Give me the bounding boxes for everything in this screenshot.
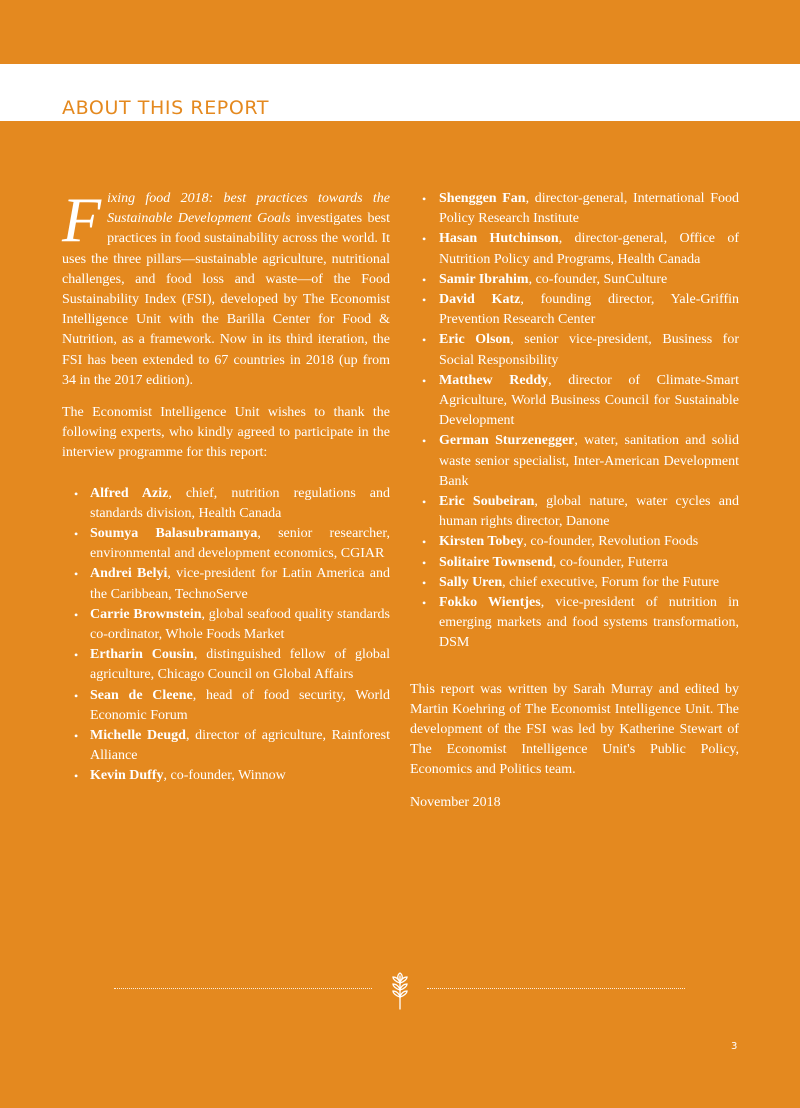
expert-name: Carrie Brownstein	[90, 606, 202, 622]
list-item	[410, 492, 739, 532]
expert-role: , director of Climate-Smart Agriculture, World Business Council for Sustainable Development	[439, 372, 740, 429]
list-item	[410, 532, 739, 552]
page-number: 3	[731, 1041, 738, 1052]
expert-list-left	[62, 484, 390, 787]
intro-body: investigates best practices in food sustainability across the world. It uses the three pillars—sustainable agriculture, nutritional challenges, and food loss and waste—of the Food Sustainability Index (FSI), developed by The Economist Intelligence Unit with the Barilla Center for Food & Nutrition, as a framework. Now in its third iteration, the FSI has been extended to 67 countries in 2018 (up from 34 in the 2017 edition).	[62, 211, 390, 388]
expert-name: Sean de Cleene	[90, 687, 193, 703]
list-item	[62, 484, 390, 524]
left-column	[62, 184, 391, 787]
expert-name: Solitaire Townsend	[439, 554, 553, 570]
footer-divider-right	[427, 988, 685, 989]
list-item	[410, 431, 739, 492]
list-item	[410, 330, 739, 370]
wheat-icon	[389, 970, 411, 1010]
drop-cap: F	[62, 184, 102, 255]
expert-role: , founding director, Yale-Griffin Prevention Research Center	[439, 292, 739, 328]
expert-role: , distinguished fellow of global agriculture, Chicago Council on Global Affairs	[90, 647, 390, 683]
expert-role: , director-general, International Food Policy Research Institute	[439, 191, 739, 227]
expert-name: Kevin Duffy	[90, 768, 164, 784]
right-column	[410, 189, 739, 825]
expert-name: Ertharin Cousin	[90, 647, 194, 663]
report-date: November 2018	[410, 794, 501, 810]
expert-role: , global nature, water cycles and human rights director, Danone	[439, 494, 739, 530]
expert-role: , vice-president for Latin America and the Caribbean, TechnoServe	[90, 566, 391, 602]
expert-name: German Sturzenegger	[439, 433, 575, 449]
page-title: ABOUT THIS REPORT	[62, 96, 270, 119]
list-item	[62, 524, 390, 564]
list-item	[410, 270, 739, 290]
expert-name: Matthew Reddy	[439, 372, 549, 388]
expert-list-right	[410, 189, 739, 654]
expert-role: , global seafood quality standards co-ordinator, Whole Foods Market	[90, 606, 390, 643]
expert-name: Soumya Balasubramanya	[90, 526, 258, 542]
footer-divider-left	[114, 988, 372, 989]
expert-role: , co-founder, Futerra	[552, 554, 669, 570]
expert-role: , chief executive, Forum for the Future	[502, 574, 720, 590]
list-item	[410, 290, 739, 330]
list-item	[62, 605, 390, 645]
thanks-paragraph: The Economist Intelligence Unit wishes to thank the following experts, who kindly agreed to participate in the interview programme for this report:	[62, 405, 390, 461]
expert-role: , head of food security, World Economic Forum	[90, 687, 390, 723]
expert-name: Samir Ibrahim	[439, 271, 529, 287]
intro-paragraph	[62, 184, 390, 391]
list-item	[410, 189, 739, 229]
expert-name: Sally Uren	[439, 574, 503, 590]
list-item	[62, 686, 390, 726]
report-title-italic: ixing food 2018: best practices towards the Sustainable Development Goals	[107, 191, 390, 227]
credits-paragraph: This report was written by Sarah Murray and edited by Martin Koehring of The Economist Intelligence Unit. The development of the FSI was led by Katherine Stewart of The Economist Intelligence Unit's Public Policy, Economics and Politics team.	[410, 681, 739, 778]
list-item	[410, 573, 739, 593]
expert-name: Kirsten Tobey	[439, 534, 524, 550]
expert-role: , senior vice-president, Business for Social Responsibility	[439, 332, 740, 368]
expert-name: Hasan Hutchinson	[439, 231, 559, 247]
expert-name: David Katz	[439, 292, 521, 308]
expert-role: , co-founder, Winnow	[163, 768, 286, 784]
expert-name: Andrei Belyi	[90, 566, 168, 582]
list-item	[62, 726, 390, 766]
expert-role: , water, sanitation and solid waste senior specialist, Inter-American Development Bank	[439, 433, 739, 489]
expert-role: , director of agriculture, Rainforest Alliance	[90, 728, 390, 764]
list-item	[410, 593, 739, 654]
expert-name: Alfred Aziz	[90, 485, 169, 501]
list-item	[62, 645, 390, 685]
expert-name: Shenggen Fan	[439, 191, 526, 206]
expert-role: , vice-president of nutrition in emerging markets and food systems transformation, DSM	[439, 595, 739, 651]
expert-name: Fokko Wientjes	[439, 595, 541, 611]
expert-name: Michelle Deugd	[90, 728, 186, 744]
expert-name: Eric Olson	[439, 332, 511, 348]
expert-name: Eric Soubeiran	[439, 494, 535, 510]
list-item	[62, 766, 390, 786]
list-item	[62, 564, 390, 604]
list-item	[410, 229, 739, 269]
expert-role: , senior researcher, environmental and development economics, CGIAR	[90, 526, 390, 562]
list-item	[410, 371, 739, 432]
expert-role: , chief, nutrition regulations and standards division, Health Canada	[90, 485, 391, 521]
expert-role: , co-founder, SunCulture	[528, 271, 668, 287]
expert-role: , co-founder, Revolution Foods	[523, 534, 699, 550]
list-item	[410, 553, 739, 573]
expert-role: , director-general, Office of Nutrition Policy and Programs, Health Canada	[439, 231, 739, 267]
